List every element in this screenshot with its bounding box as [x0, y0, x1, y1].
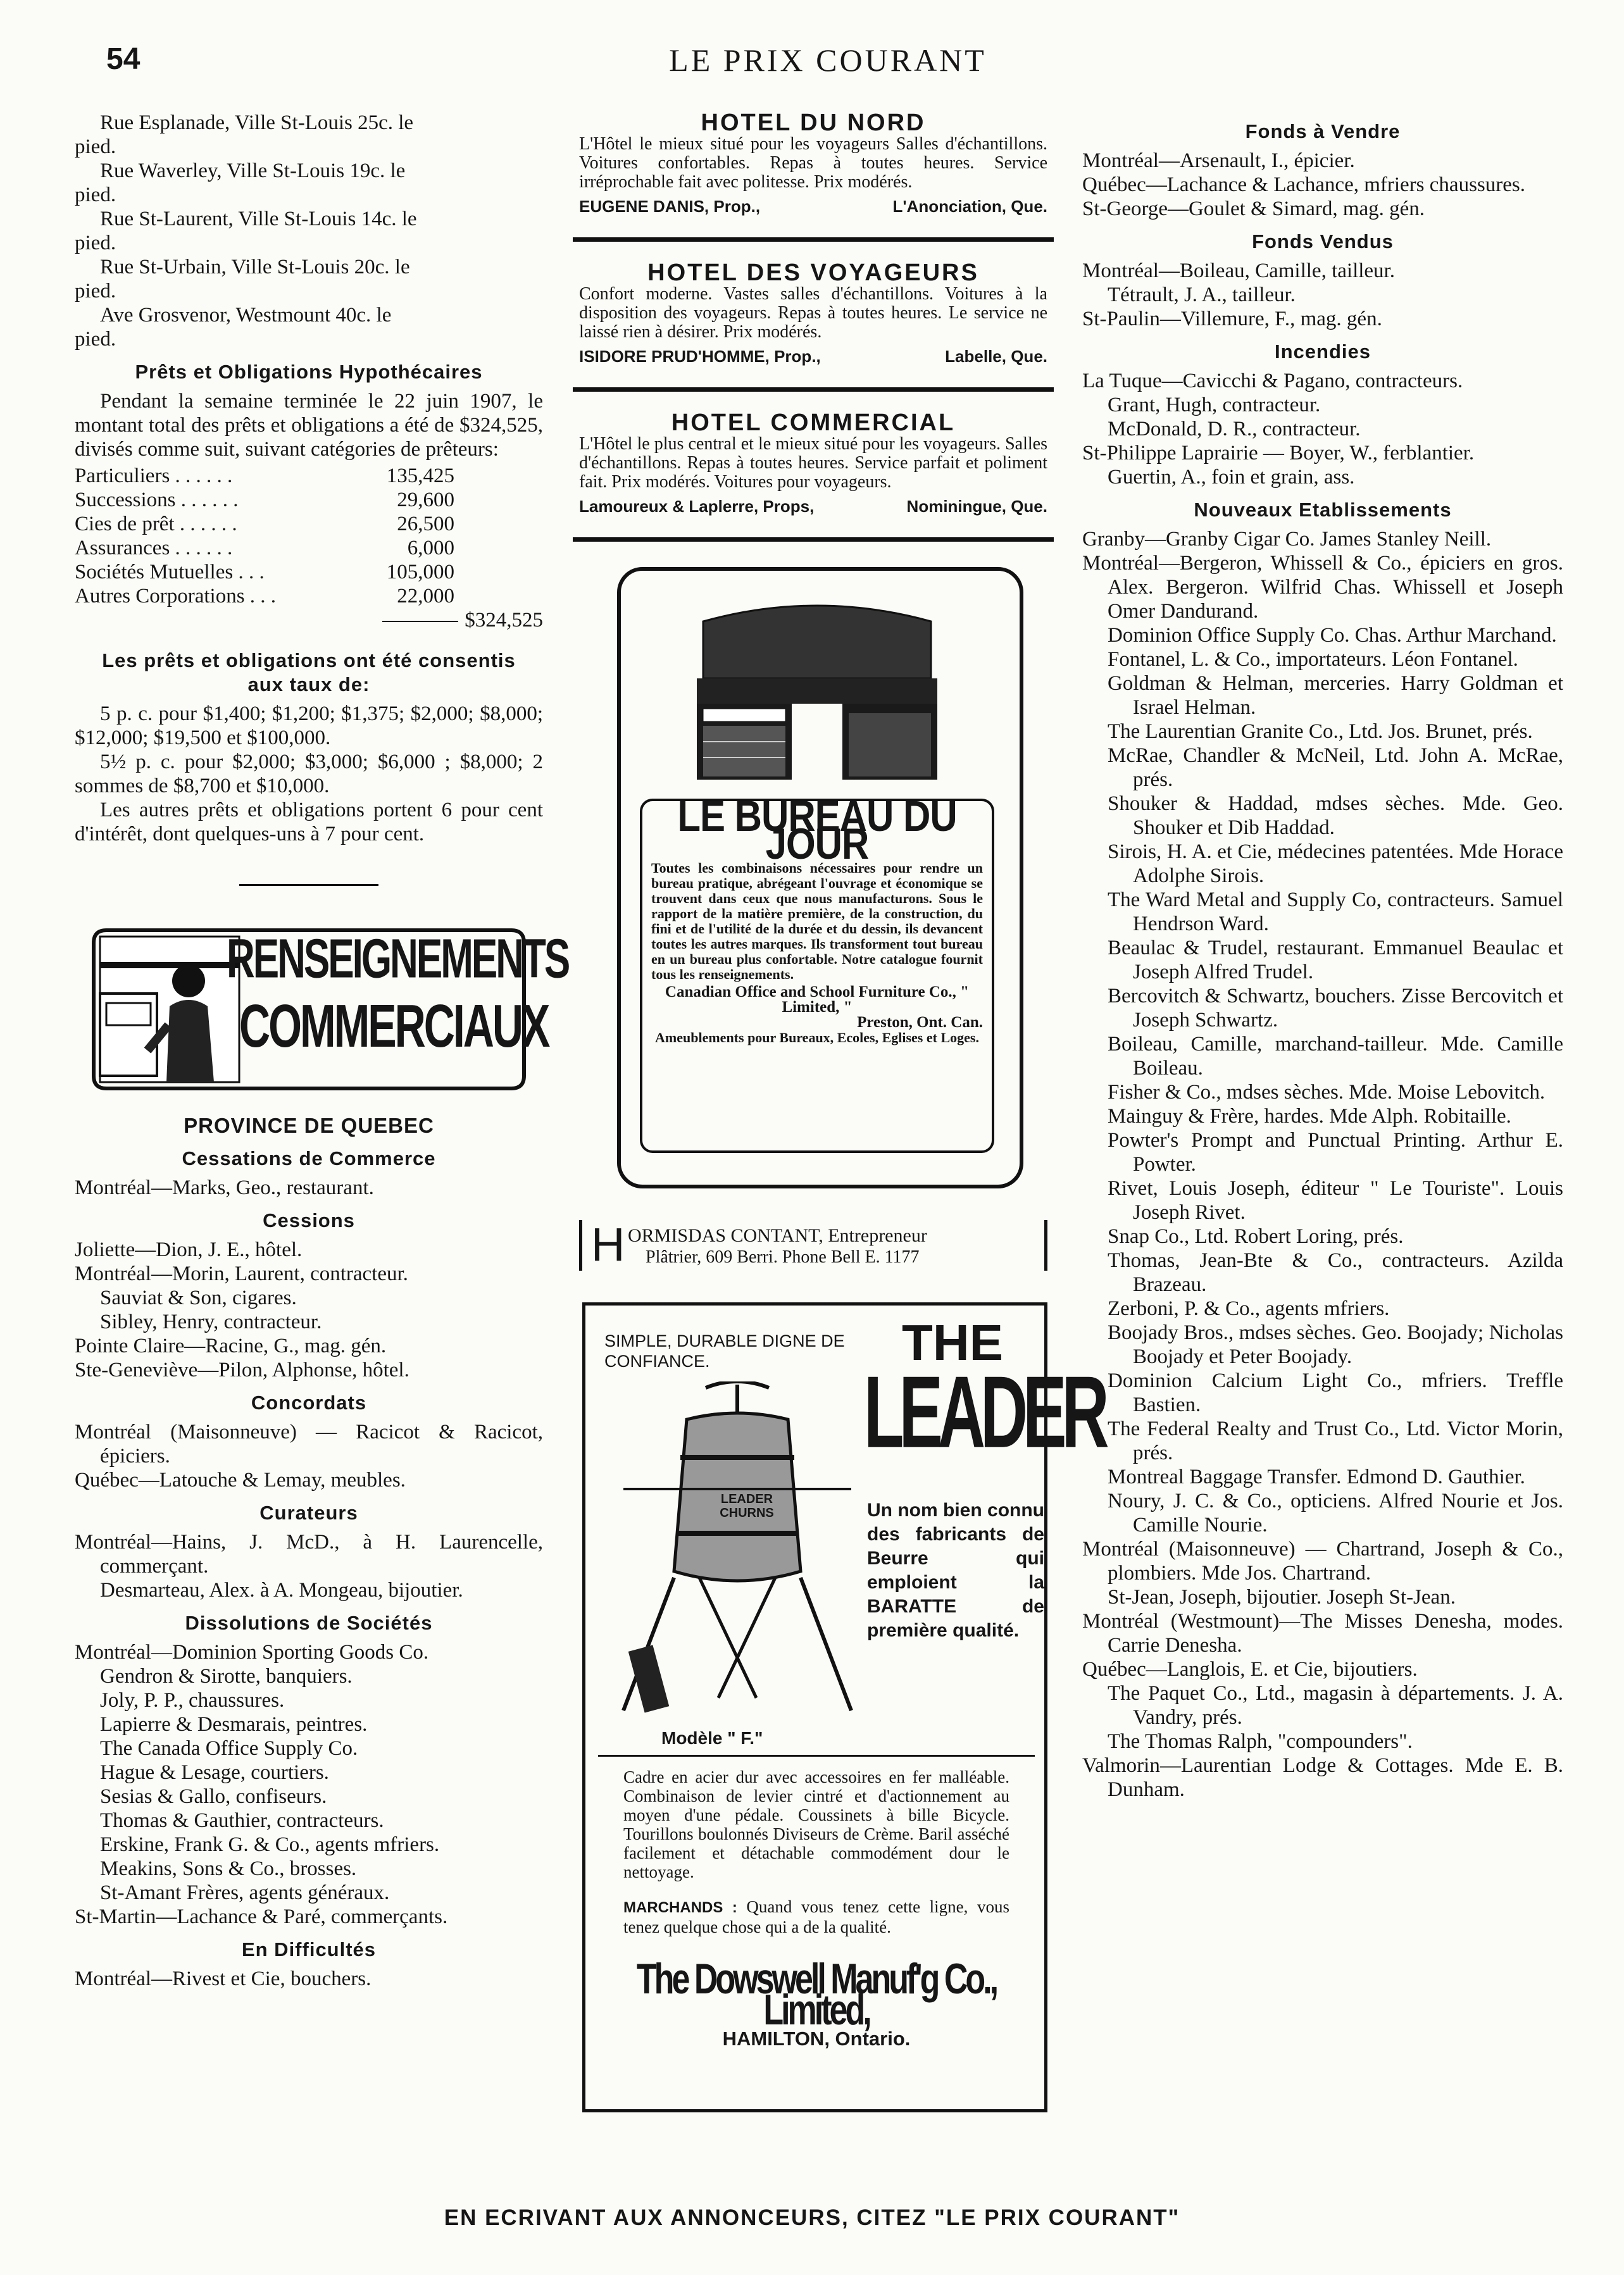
leader-city: HAMILTON, Ontario. [722, 2028, 911, 2050]
section-entry: Sesias & Gallo, confiseurs. [100, 1785, 327, 1808]
hotel-place: Nominingue, Que. [906, 497, 1047, 516]
section-entry: Québec—Lachance & Lachance, mfriers chaussures. [1082, 173, 1525, 196]
section-entry: Gendron & Sirotte, banquiers. [100, 1665, 353, 1688]
taux-heading-line2: aux taux de: [247, 673, 370, 695]
section-entry: Joly, P. P., chaussures. [100, 1689, 285, 1712]
col3-sections [1082, 120, 1563, 1802]
section-entry: McRae, Chandler & McNeil, Ltd. John A. McRae, prés. [1108, 744, 1563, 791]
bureau-title: LE BUREAU DU JOUR [677, 792, 957, 868]
hotel-rule [573, 537, 1054, 542]
section-entry: Montréal—Rivest et Cie, bouchers. [75, 1967, 372, 1990]
section-entry: St-Martin—Lachance & Paré, commerçants. [75, 1905, 448, 1928]
hotel-proprietor [579, 494, 1047, 518]
churn-icon [611, 1381, 864, 1717]
taux-para-1: 5 p. c. pour $1,400; $1,200; $1,375; $2,000; $8,000; $12,000; $19,500 et $100,000. [75, 702, 543, 749]
section-entry: Ste-Geneviève—Pilon, Alphonse, hôtel. [75, 1359, 409, 1381]
leader-desc: Cadre en acier dur avec accessoires en fer malléable. Combinaison de levier cintré et d'actionnement au moyen d'une pédale. Coussinets à bille Bicycle. Tourillons boulonnés Diviseurs de Crème. Baril asséché facilement et détachable commodément dour le nettoyage. [623, 1767, 1009, 1881]
section-entry: Montréal—Bergeron, Whissell & Co., épiciers en gros. Alex. Bergeron. Wilfrid Chas. Whissell et Joseph Omer Dandurand. [1082, 552, 1563, 623]
section-entry: Montréal—Boileau, Camille, tailleur. [1082, 259, 1395, 282]
section-heading: En Difficultés [241, 1938, 377, 1960]
section-entry: The Ward Metal and Supply Co, contracteurs. Samuel Hendrson Ward. [1108, 888, 1563, 935]
bureau-city: Preston, Ont. Can. [857, 1014, 983, 1031]
section-entry: Meakins, Sons & Co., brosses. [100, 1857, 357, 1880]
section-entry: The Federal Realty and Trust Co., Ltd. Victor Morin, prés. [1108, 1418, 1563, 1464]
section-entry: St-Amant Frères, agents généraux. [100, 1881, 390, 1904]
section-entry: Desmarteau, Alex. à A. Mongeau, bijoutier. [100, 1579, 463, 1602]
prets-value: 29,600 [397, 489, 454, 511]
page-header [75, 42, 1581, 86]
rue-entry: Rue St-Urbain, Ville St-Louis 20c. le [100, 256, 410, 278]
leader-slogan: Un nom bien connu des fabricants de Beurre qui emploient la BARATTE de première qualité. [867, 1500, 1044, 1641]
prets-total-row [75, 608, 543, 632]
hotel-proprietor [579, 344, 1047, 368]
prets-value: 135,425 [386, 464, 454, 487]
hotel-place: L'Anonciation, Que. [892, 197, 1047, 216]
hotel-prop-name: EUGENE DANIS, Prop., [579, 197, 761, 216]
section-entry: Powter's Prompt and Punctual Printing. Arthur E. Powter. [1108, 1129, 1563, 1176]
prets-value: 22,000 [397, 585, 454, 608]
rue-entry: Rue St-Laurent, Ville St-Louis 14c. le [100, 208, 417, 230]
section-entry: Montréal—Arsenault, I., épicier. [1082, 149, 1355, 172]
commerciaux-title: COMMERCIAUX [239, 992, 549, 1060]
section-entry: Sirois, H. A. et Cie, médecines patentées. Mde Horace Adolphe Sirois. [1108, 840, 1563, 887]
hormisdas-line1: ORMISDAS CONTANT, Entrepreneur [628, 1225, 927, 1246]
hotel-rule [573, 237, 1054, 242]
section-entry: St-Jean, Joseph, bijoutier. Joseph St-Jean. [1108, 1586, 1456, 1609]
section-entry: St-George—Goulet & Simard, mag. gén. [1082, 197, 1425, 220]
churn-label: LEADER CHURNS [720, 1492, 774, 1520]
section-entry: Granby—Granby Cigar Co. James Stanley Neill. [1082, 528, 1492, 551]
rue-entry-cont: pied. [75, 328, 116, 351]
prets-value: 26,500 [397, 513, 454, 535]
section-entry: Montréal—Dominion Sporting Goods Co. [75, 1641, 429, 1664]
section-entry: Boojady Bros., mdses sèches. Geo. Boojady; Nicholas Boojady et Peter Boojady. [1108, 1321, 1563, 1368]
section-entry: Montréal (Westmount)—The Misses Denesha, modes. Carrie Denesha. [1082, 1610, 1563, 1657]
section-entry: Grant, Hugh, contracteur. [1108, 394, 1321, 416]
section-entry: Thomas, Jean-Bte & Co., contracteurs. Azilda Brazeau. [1108, 1249, 1563, 1296]
leader-tagline: SIMPLE, DURABLE DIGNE DE CONFIANCE. [604, 1331, 845, 1371]
prets-heading: Prêts et Obligations Hypothécaires [135, 361, 483, 383]
bureau-footer: Ameublements pour Bureaux, Ecoles, Eglises et Loges. [655, 1030, 979, 1045]
prets-row [75, 488, 454, 512]
rue-entry-cont: pied. [75, 232, 116, 254]
rue-entry-cont: pied. [75, 135, 116, 158]
section-entry: Thomas & Gauthier, contracteurs. [100, 1809, 384, 1832]
section-entry: Boileau, Camille, marchand-tailleur. Mde. Camille Boileau. [1108, 1033, 1563, 1080]
section-entry: Montréal (Maisonneuve) — Racicot & Racicot, épiciers. [75, 1421, 543, 1468]
rue-entry: Ave Grosvenor, Westmount 40c. le [100, 304, 392, 327]
section-entry: Zerboni, P. & Co., agents mfriers. [1108, 1297, 1390, 1320]
hotel-ad [573, 261, 1054, 368]
column-right [1082, 111, 1563, 1802]
section-entry: Rivet, Louis Joseph, éditeur " Le Touriste". Louis Joseph Rivet. [1108, 1177, 1563, 1224]
section-heading: Nouveaux Etablissements [1194, 499, 1452, 521]
hotel-text: Confort moderne. Vastes salles d'échantillons. Voitures à la disposition des voyageurs. Repas à toutes heures. Le service ne laissé rien à désirer. Prix modérés. [579, 284, 1047, 342]
section-heading: Cessions [263, 1209, 355, 1231]
hormisdas-ad [579, 1220, 1047, 1271]
prets-table [75, 464, 543, 608]
hotel-name: HOTEL DES VOYAGEURS [647, 259, 979, 286]
rue-entry-cont: pied. [75, 184, 116, 206]
bureau-text: Toutes les combinaisons nécessaires pour rendre un bureau pratique, abrégeant l'ouvrage et économique se trouvent dans ceux que nous manufacturons. Sous le rapport de la matière première, de la construction, du fini et de l'utilité de la durée et du dessin, ils devancent toutes les autres marques. Ils transforment tout bureau en un bureau plus confortable. Notre catalogue fournit tous les renseignements. [651, 860, 983, 982]
leader-model: Modèle " F." [661, 1728, 763, 1748]
hotels [573, 111, 1054, 542]
prets-value: 6,000 [407, 537, 454, 559]
separator [239, 884, 378, 886]
section-entry: Sauviat & Son, cigares. [100, 1287, 297, 1309]
prets-row [75, 536, 454, 560]
hormisdas-line2: Plâtrier, 609 Berri. Phone Bell E. 1177 [646, 1247, 920, 1267]
prets-label: Autres Corporations . . . [75, 585, 277, 608]
section-entry: Guertin, A., foin et grain, ass. [1108, 466, 1355, 489]
leader-the: THE [902, 1314, 1003, 1371]
hotel-name: HOTEL DU NORD [701, 109, 926, 136]
leader-marchands [623, 1897, 1009, 1936]
section-entry: The Laurentian Granite Co., Ltd. Jos. Brunet, prés. [1108, 720, 1533, 743]
section-entry: Shouker & Haddad, mdses sèches. Mde. Geo. Shouker et Dib Haddad. [1108, 792, 1563, 839]
marchands-label: MARCHANDS : [623, 1899, 737, 1916]
leader-divider [598, 1755, 1035, 1757]
section-entry: Snap Co., Ltd. Robert Loring, prés. [1108, 1225, 1404, 1248]
desk-icon [659, 596, 975, 786]
section-entry: Tétrault, J. A., tailleur. [1108, 284, 1296, 306]
section-entry: Mainguy & Frère, hardes. Mde Alph. Robitaille. [1108, 1105, 1511, 1128]
section-heading: Cessations de Commerce [182, 1147, 436, 1169]
prets-row [75, 560, 454, 584]
section-entry: Hague & Lesage, courtiers. [100, 1761, 329, 1784]
rues-list [75, 111, 543, 351]
section-entry: Dominion Office Supply Co. Chas. Arthur Marchand. [1108, 624, 1557, 647]
prets-total: $324,525 [465, 609, 543, 632]
hormisdas-initial: H [591, 1218, 625, 1271]
section-heading: Fonds à Vendre [1245, 120, 1401, 142]
section-entry: Montréal—Morin, Laurent, contracteur. [75, 1262, 408, 1285]
section-heading: Fonds Vendus [1252, 230, 1394, 252]
section-entry: Bercovitch & Schwartz, bouchers. Zisse Bercovitch et Joseph Schwartz. [1108, 985, 1563, 1032]
section-entry: The Paquet Co., Ltd., magasin à départements. J. A. Vandry, prés. [1108, 1682, 1563, 1729]
section-entry: St-Philippe Laprairie — Boyer, W., ferblantier. [1082, 442, 1475, 464]
taux-para-2: 5½ p. c. pour $2,000; $3,000; $6,000 ; $8,000; 2 sommes de $8,700 et $10,000. [75, 751, 543, 797]
section-entry: Joliette—Dion, J. E., hôtel. [75, 1238, 303, 1261]
section-entry: Fisher & Co., mdses sèches. Mde. Moise Lebovitch. [1108, 1081, 1546, 1104]
marchands-text: Quand vous tenez cette ligne, vous tenez quelque chose qui a de la qualité. [623, 1897, 1009, 1936]
prets-label: Cies de prêt . . . . . . [75, 513, 237, 535]
rue-entry-cont: pied. [75, 280, 116, 302]
province-heading: PROVINCE DE QUEBEC [184, 1114, 434, 1137]
prets-row [75, 584, 454, 608]
hotel-text: L'Hôtel le mieux situé pour les voyageurs Salles d'échantillons. Voitures confortables. Repas à toutes heures. Service irréprochable fait avec politesse. Prix modérés. [579, 134, 1047, 192]
taux-para-3: Les autres prêts et obligations portent 6 pour cent d'intérêt, dont quelques-uns à 7 pour cent. [75, 799, 543, 845]
col1-sections [75, 1147, 543, 1991]
section-entry: Goldman & Helman, merceries. Harry Goldman et Israel Helman. [1108, 672, 1563, 719]
page-title: LE PRIX COURANT [669, 42, 987, 78]
section-heading: Curateurs [259, 1502, 358, 1524]
bureau-inner [640, 792, 994, 1153]
prets-row [75, 464, 454, 488]
leader-company: The Dowswell Manuf'g Co., Limited, [636, 1955, 997, 2035]
bureau-company: Canadian Office and School Furniture Co., " Limited, " [665, 983, 970, 1016]
section-entry: Noury, J. C. & Co., opticiens. Alfred Nourie et Jos. Camille Nourie. [1108, 1490, 1563, 1536]
taux-heading-line1: Les prêts et obligations ont été consentis [102, 649, 516, 671]
section-entry: Lapierre & Desmarais, peintres. [100, 1713, 368, 1736]
prets-label: Assurances . . . . . . [75, 537, 233, 559]
section-entry: Fontanel, L. & Co., importateurs. Léon Fontanel. [1108, 648, 1518, 671]
section-heading: Concordats [251, 1392, 367, 1414]
leader-title: LEADER [864, 1356, 1104, 1470]
hotel-text: L'Hôtel le plus central et le mieux situé pour les voyageurs. Salles d'échantillons. Repas à toutes heures. Service parfait et poliment fait. Prix modérés. Voitures pour voyageurs. [579, 434, 1047, 492]
rue-entry: Rue Waverley, Ville St-Louis 19c. le [100, 159, 406, 182]
section-entry: The Canada Office Supply Co. [100, 1737, 358, 1760]
column-left [75, 111, 569, 1991]
page-footer: EN ECRIVANT AUX ANNONCEURS, CITEZ "LE PRIX COURANT" [444, 2205, 1180, 2230]
hotel-ad [573, 111, 1054, 218]
rue-entry: Rue Esplanade, Ville St-Louis 25c. le [100, 111, 414, 134]
taux-heading [75, 649, 543, 697]
prets-label: Successions . . . . . . [75, 489, 239, 511]
prets-row [75, 512, 454, 536]
prets-paragraph: Pendant la semaine terminée le 22 juin 1907, le montant total des prêts et obligations a été de $324,525, divisés comme suit, suivant catégories de prêteurs: [75, 390, 543, 461]
prets-value: 105,000 [386, 561, 454, 583]
page-number: 54 [106, 42, 141, 76]
section-entry: Beaulac & Trudel, restaurant. Emmanuel Beaulac et Joseph Alfred Trudel. [1108, 937, 1563, 983]
hotel-ad [573, 411, 1054, 518]
leader-ad [582, 1302, 1104, 2112]
section-entry: Montréal (Maisonneuve) — Chartrand, Joseph & Co., plombiers. Mde Jos. Chartrand. [1082, 1538, 1563, 1585]
section-entry: Montréal—Hains, J. McD., à H. Laurencelle, commerçant. [75, 1531, 543, 1578]
section-entry: The Thomas Ralph, "compounders". [1108, 1730, 1413, 1753]
section-entry: McDonald, D. R., contracteur. [1108, 418, 1361, 440]
prets-label: Sociétés Mutuelles . . . [75, 561, 265, 583]
section-entry: Dominion Calcium Light Co., mfriers. Treffle Bastien. [1108, 1369, 1563, 1416]
hotel-place: Labelle, Que. [945, 347, 1047, 366]
column-middle [573, 109, 1104, 2112]
section-entry: St-Paulin—Villemure, F., mag. gén. [1082, 308, 1382, 330]
hotel-rule [573, 387, 1054, 392]
section-entry: Montréal—Marks, Geo., restaurant. [75, 1176, 374, 1199]
section-entry: Québec—Langlois, E. et Cie, bijoutiers. [1082, 1658, 1418, 1681]
hotel-proprietor [579, 194, 1047, 218]
hotel-prop-name: Lamoureux & Laplerre, Props, [579, 497, 815, 516]
section-entry: Valmorin—Laurentian Lodge & Cottages. Mde E. B. Dunham. [1082, 1754, 1563, 1801]
section-entry: Sibley, Henry, contracteur. [100, 1311, 322, 1333]
section-heading: Dissolutions de Sociétés [185, 1612, 433, 1634]
section-entry: Pointe Claire—Racine, G., mag. gén. [75, 1335, 387, 1357]
hotel-name: HOTEL COMMERCIAL [671, 409, 956, 436]
section-entry: Québec—Latouche & Lemay, meubles. [75, 1469, 406, 1492]
renseignements-title: RENSEIGNEMENTS [227, 928, 569, 990]
section-heading: Incendies [1275, 340, 1371, 363]
section-entry: Montreal Baggage Transfer. Edmond D. Gauthier. [1108, 1466, 1525, 1488]
renseignements-banner [87, 924, 569, 1095]
prets-label: Particuliers . . . . . . [75, 464, 233, 487]
bureau-ad [617, 567, 1023, 1188]
section-entry: La Tuque—Cavicchi & Pagano, contracteurs. [1082, 370, 1463, 392]
section-entry: Erskine, Frank G. & Co., agents mfriers. [100, 1833, 440, 1856]
hotel-prop-name: ISIDORE PRUD'HOMME, Prop., [579, 347, 821, 366]
